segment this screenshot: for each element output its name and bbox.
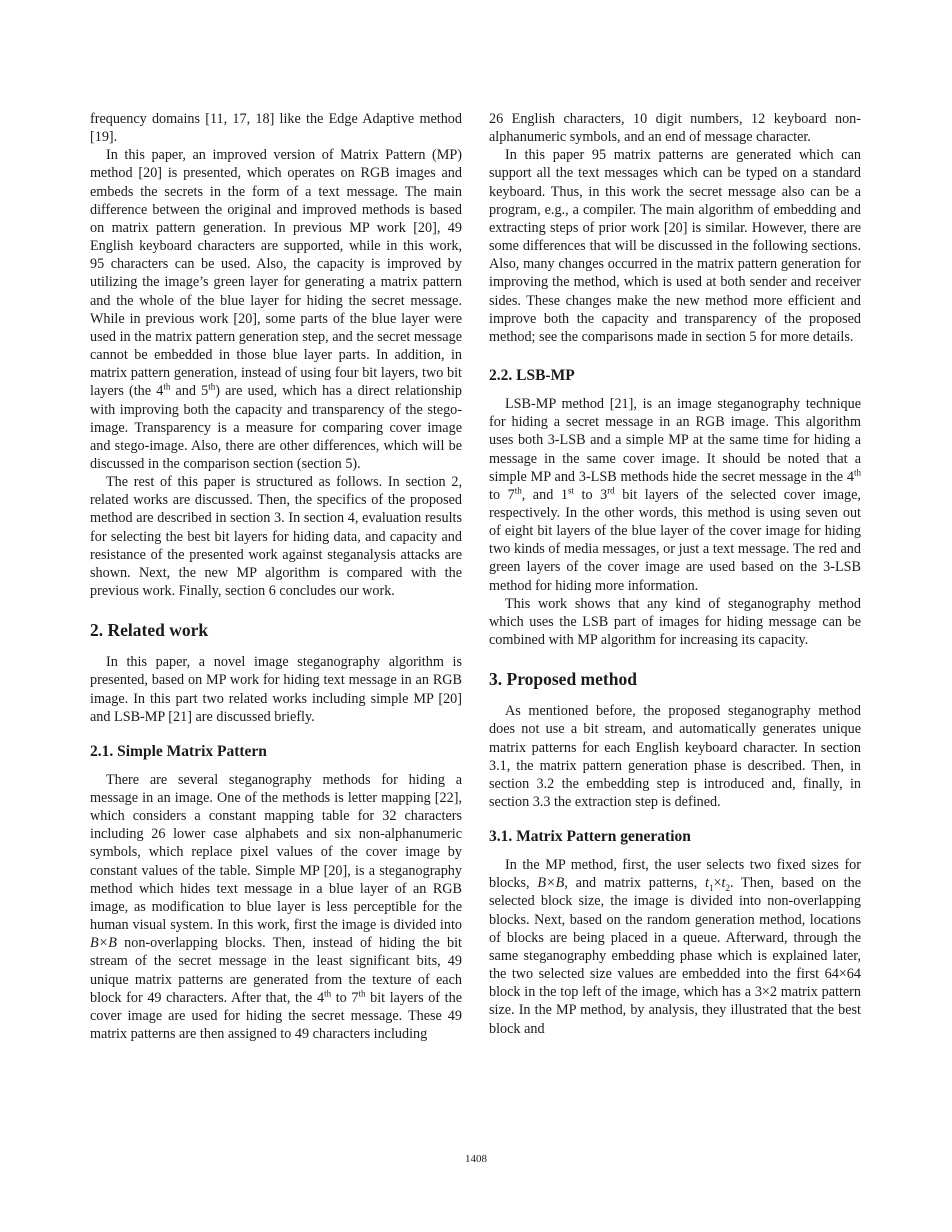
subsection-heading-simple-mp: 2.1. Simple Matrix Pattern: [90, 742, 267, 760]
paragraph-lsb-mp: LSB-MP method [21], is an image steganography technique for hiding a secret message in an RGB image. This algorithm uses both 3-LSB and a simple MP at the same time for hiding a message in the same cover image. It should be noted that a simple MP and 3-LSB methods hide the secret message in the 4th to 7th, and 1st to 3rd bit layers of the selected cover image, respectively. In the other words, this method is using seven out of eight bit layers of the blue layer of the cover image for hiding two kinds of media messages, or just a text message. The red and green layers of the cover image are used based on the 3-LSB method for hiding more information.: [489, 396, 861, 594]
paragraph-continuation-right: 26 English characters, 10 digit numbers, 12 keyboard non-alphanumeric symbols, and an end of message character.: [489, 111, 861, 146]
paragraph-structure: The rest of this paper is structured as follows. In section 2, related works are discussed. Then, the specifics of the proposed method are described in section 3. In section 4, evaluation results for selecting the best bit layers for hiding data, and capacity and resistance of the presented work against steganalysis attacks are shown. Next, the new MP algorithm is compared with the previous work. Finally, section 6 concludes our work.: [90, 474, 462, 600]
paragraph-simple-mp: There are several steganography methods for hiding a message in an image. One of the methods is letter mapping [22], which considers a constant mapping table for 32 characters including 26 lower case alphabets and six non-alphanumeric symbols, which replace pixel values of the cover image by constant values of the table. Simple MP [20], is a steganography method which hides text message in a blue layer of an RGB image, as modification to blue layer is less perceptible for the human visual system. In this work, first the image is divided into B×B non-overlapping blocks. Then, instead of hiding the bit stream of the secret message in the least significant bits, 49 unique matrix patterns are generated from the texture of each block for 49 characters. After that, the 4th to 7th bit layers of the cover image are used for hiding the secret message. These 49 matrix patterns are then assigned to 49 characters including: [90, 771, 462, 1043]
section-heading-proposed-method: 3. Proposed method: [489, 669, 637, 690]
paragraph-continuation: frequency domains [11, 17, 18] like the Edge Adaptive method [19].: [90, 111, 462, 146]
paragraph-95-patterns: In this paper 95 matrix patterns are generated which can support all the text messages which can be typed on a standard keyboard. Thus, in this work the secret message also can be a program, e.g., a compiler. The main algorithm of embedding and extracting steps of prior work [20] is similar. However, there are some differences that will be discussed in the following sections. Also, many changes occurred in the matrix pattern generation for improving the method, which is used at both sender and receiver sides. These changes make the new method more efficient and improve both the capacity and transparency of the proposed method; see the comparisons made in section 5 for more details.: [489, 147, 861, 345]
section-heading-related-work: 2. Related work: [90, 620, 209, 641]
subsection-heading-mp-generation: 3.1. Matrix Pattern generation: [489, 828, 691, 846]
left-column: [90, 110, 462, 1043]
page-number: 1408: [465, 1153, 487, 1165]
subsection-heading-lsb-mp: 2.2. LSB-MP: [489, 367, 575, 385]
paragraph-proposed-method: As mentioned before, the proposed steganography method does not use a bit stream, and automatically generates unique matrix patterns for each English keyboard character. In section 3.1, the matrix pattern generation phase is described. Then, in section 3.2 the embedding step is introduced and, finally, in section 3.3 the extraction step is defined.: [489, 703, 861, 810]
paragraph-lsb-mp-combination: This work shows that any kind of steganography method which uses the LSB part of images for hiding message can be combined with MP algorithm for increasing its capacity.: [489, 595, 861, 649]
paragraph-related-work: In this paper, a novel image steganography algorithm is presented, based on MP work for hiding text message in an RGB image. In this part two related works including simple MP [20] and LSB-MP [21] are discussed briefly.: [90, 654, 462, 725]
paragraph-intro: In this paper, an improved version of Matrix Pattern (MP) method [20] is presented, which operates on RGB images and embeds the secrets in the form of a text message. The main difference between the original and improved methods is based on matrix pattern generation. In previous MP work [20], 49 English keyboard characters are supported, while in this work, 95 characters can be used. Also, the capacity is improved by utilizing the image’s green layer for generating a matrix pattern and the whole of the blue layer for hiding the secret message. While in previous work [20], some parts of the blue layer were used in the matrix pattern generation step, and the secret message cannot be embedded in those blue layer parts. In addition, in matrix pattern generation, instead of using four bit layers, two bit layers (the 4th and 5th) are used, which has a direct relationship with improving both the capacity and transparency of the stego-image. Transparency is a measure for comparing cover image and stego-image. Also, there are other differences, which will be discussed in the comparison section (section 5).: [90, 147, 462, 472]
paragraph-mp-generation: In the MP method, first, the user selects two fixed sizes for blocks, B×B, and matrix patterns, $t_1\times t_2$. Then, based on the selected block size, the image is divided into non-overlapping blocks. Next, based on the random generation method, locations of blocks are being placed in a queue. Afterward, through the same steganography embedding phase which is explained later, the two selected size values are embedded into the first 64×64 block in the top left of the image, which has a 3×2 matrix pattern size. In the MP method, by analysis, they illustrated that the best block and: [489, 857, 861, 1037]
right-column: [489, 110, 861, 1038]
